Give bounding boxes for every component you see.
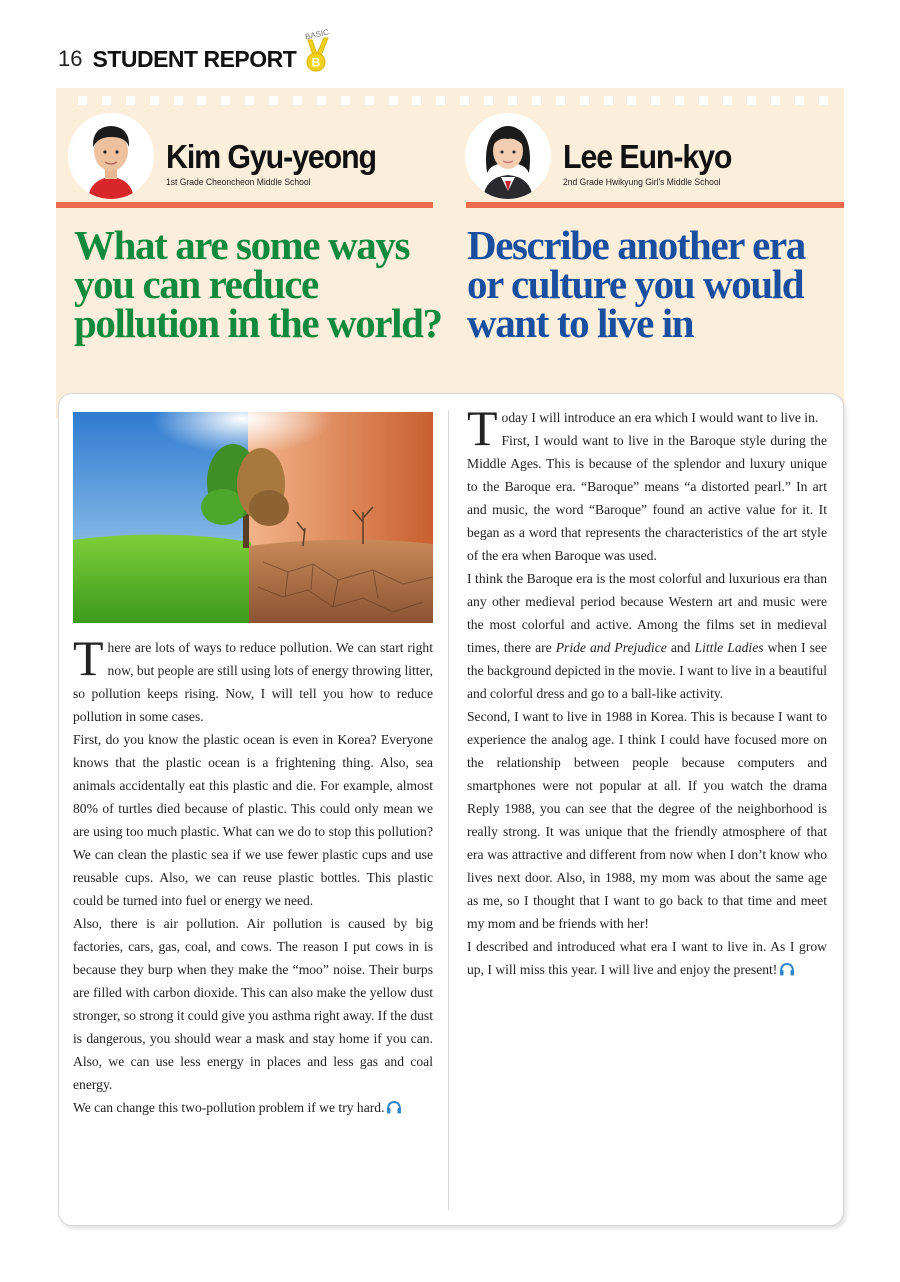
author-name: Kim Gyu-yeong [166,137,377,175]
author-school: 1st Grade Cheoncheon Middle School [166,176,311,188]
essay-paragraph: I think the Baroque era is the most colorful and luxurious era than any other medieval period because Western art and music were the most colorful and active. Among the films set in medieval times, there are Pride and Prejudice and Little Ladies when I see the background depicted in the movie. I want to live in a beautiful and colorful dress and go to a ball-like activity. [467,571,827,701]
question-left: What are some ways you can reduce pollution in the world? [74,222,442,346]
author-school: 2nd Grade Hwikyung Girl's Middle School [563,176,721,188]
header-rule [56,202,433,208]
header-rule [466,202,844,208]
essay-paragraph: Today I will introduce an era which I would want to live in. [467,400,819,456]
avatar [465,113,551,199]
essay-paragraph: I described and introduced what era I want to live in. As I grow up, I will miss this year. I will live and enjoy the present! [467,939,827,977]
essay-paragraph: Also, there is air pollution. Air pollution is caused by big factories, cars, gas, coal, and cows. The reason I put cows in is because they burp when they make the “moo” noise. Their burps are filled with carbon dioxide. This can also make the yellow dust stronger, so strong it could give you asthma right away. If the dust is dangerous, you should wear a mask and stay home if you can. Also, we can use less energy in places and less gas and coal energy. [73,916,433,1092]
badge-letter: B [311,55,321,70]
essay-paragraph: Second, I want to live in 1988 in Korea. This is because I want to experience the analog age. I think I could have focused more on the relationship between people because computers and smartphones were not popular at all. If you watch the drama Reply 1988, you can see that the degree of the neighborhood is really strong. It was unique that the friendly atmosphere of that era was attractive and different from now when I don’t know who lives next door. Also, in 1988, my mom was about the same age as me, so I thought that I want to go back to that time and meet my mom and be friends with her! [467,709,827,931]
film-title: Little Ladies [694,640,764,655]
author-right [465,110,746,202]
question-right: Describe another era or culture you would want to live in [467,222,805,346]
page-number: 16 [58,46,83,71]
avatar [68,113,154,199]
drop-cap: T [467,400,498,456]
page-header [58,27,336,76]
column-divider [448,410,449,1210]
essay-right [467,400,827,981]
decorative-dots [78,96,828,106]
basic-badge-icon [302,27,336,74]
drop-cap: T [73,630,104,686]
essay-paragraph: First, do you know the plastic ocean is even in Korea? Everyone knows that the plastic ocean is a frightening thing. Also, sea animals accidentally eat this plastic and die. For example, almost 80% of turtles died because of plastic. This could only mean we are using too much plastic. What can we do to stop this pollution? We can clean the plastic sea if we use fewer plastic cups and use reusable cups. Also, we can reuse plastic bottles. This plastic could be turned into fuel or energy we need. [73,732,433,908]
essay-paragraph: First, I would want to live in the Baroque style during the Middle Ages. This is because of the splendor and luxury unique to the Baroque era. “Baroque” means “a distorted pearl.” In art and music, the word “Baroque” found an active value for it. It began as a word that represents the characteristics of the art style of the era when Baroque was used. [467,433,827,563]
essay-paragraph: There are lots of ways to reduce pollution. We can start right now, but people are still using lots of energy throwing litter, so pollution keeps rising. Now, I will tell you how to reduce pollution in some cases. [73,630,433,724]
essay-left [73,630,433,1119]
pollution-illustration [73,412,433,623]
author-left [68,110,394,202]
headphones-icon [779,962,795,976]
essay-paragraph: We can change this two-pollution problem if we try hard. [73,1096,433,1119]
headphones-icon [386,1100,402,1114]
author-name: Lee Eun-kyo [563,137,732,175]
badge-text: BASIC [304,27,331,42]
film-title: Pride and Prejudice [555,640,667,655]
page-title: STUDENT REPORT [92,45,297,72]
